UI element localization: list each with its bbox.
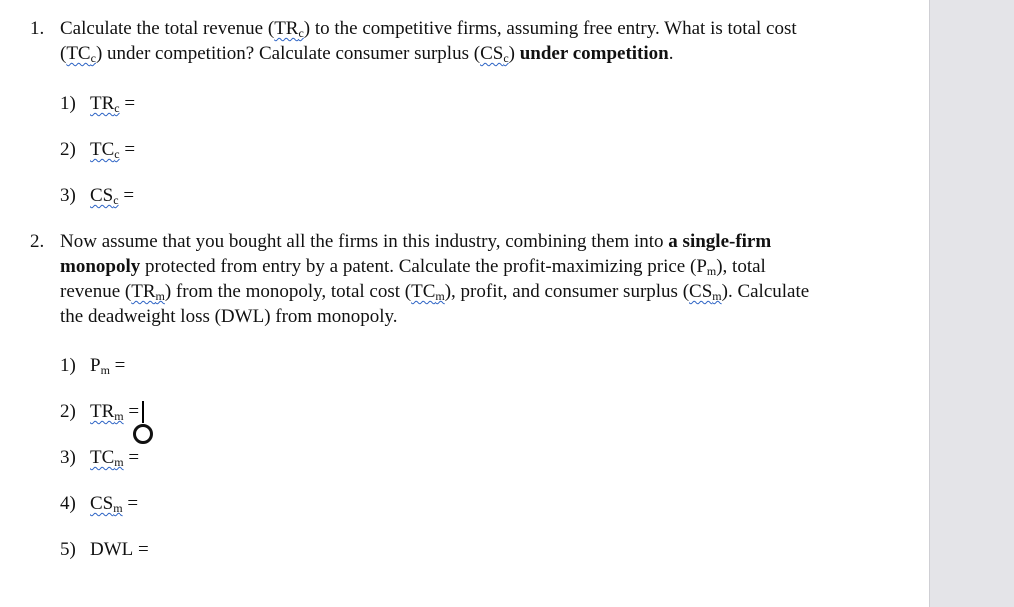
spell-flag: $TR_c$ <box>90 93 120 115</box>
answer-line[interactable]: 3) $CS_c$ = <box>60 185 135 207</box>
mouse-cursor-ring-icon <box>133 424 153 444</box>
text-cursor <box>142 401 144 423</box>
answer-line[interactable]: 1) $P_m$ = <box>60 355 126 377</box>
question-1 <box>30 16 820 66</box>
answer-line[interactable]: 1) $TR_c$ = <box>60 93 136 115</box>
spell-flag: $TC_c$ <box>90 139 120 161</box>
spell-flag: $TR_m$ <box>131 281 165 303</box>
question-2 <box>30 229 820 329</box>
document-side-gutter <box>929 0 1014 607</box>
spell-flag: $CS_c$ <box>90 185 119 207</box>
answer-line[interactable]: 3) $TC_m$ = <box>60 447 140 469</box>
question-text[interactable]: Now assume that you bought all the firms in this industry, combining them into a single-firm monopoly protected from entry by a patent. Calculate the profit-maximizing price $(P_m)$, total revenue $(TR_m)$ from the monopoly, total cost $(TC_m)$, profit, and consumer surplus $(CS_m)$. Calculate the deadweight loss (DWL) from monopoly. <box>60 231 810 327</box>
answer-line[interactable]: 4) $CS_m$ = <box>60 493 139 515</box>
spell-flag: $CS_c$ <box>480 43 509 65</box>
spell-flag: $TC_m$ <box>90 447 124 469</box>
answer-line[interactable]: 2) $TC_c$ = <box>60 139 136 161</box>
question-number: 2. <box>30 231 45 252</box>
spell-flag: $TC_c$ <box>66 43 96 65</box>
question-text[interactable]: Calculate the total revenue $(TR_c)$ to the competitive firms, assuming free entry. What is total cost $(TC_c)$ under competition? Calculate consumer surplus $(CS_c)$ under competition. <box>60 18 797 65</box>
spell-flag: $TR_c$ <box>274 18 304 40</box>
spell-flag: $TR_m$ <box>90 401 124 423</box>
spell-flag: $CS_m$ <box>689 281 722 303</box>
answer-line[interactable]: 2) $TR_m$ = <box>60 401 140 423</box>
answer-line[interactable]: 5) DWL = <box>60 539 149 560</box>
spell-flag: $CS_m$ <box>90 493 123 515</box>
spell-flag: $TC_m$ <box>411 281 445 303</box>
question-number: 1. <box>30 18 45 39</box>
